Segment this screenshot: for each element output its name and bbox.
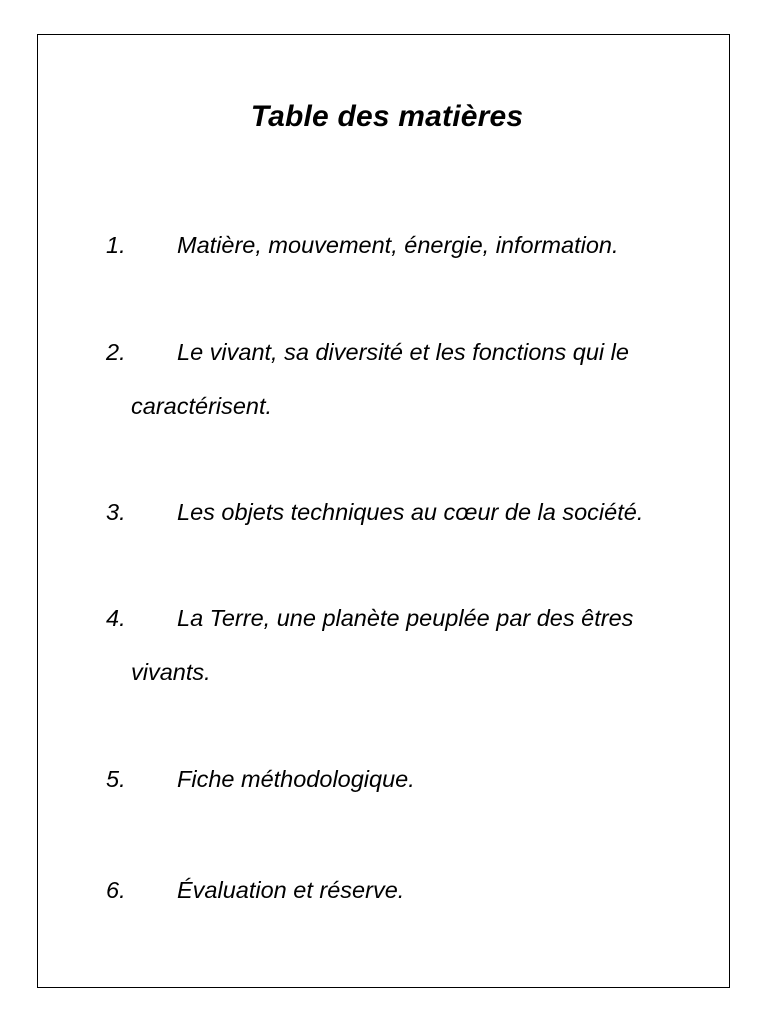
toc-item-number: 6. (106, 877, 126, 903)
toc-item-continuation: vivants. (131, 659, 211, 685)
toc-item-number: 2. (106, 339, 126, 365)
toc-item-5 (106, 752, 726, 806)
toc-item-text: La Terre, une planète peuplée par des êtres (177, 605, 634, 631)
toc-item-text: Évaluation et réserve. (177, 877, 405, 903)
toc-item-number: 1. (106, 232, 126, 258)
toc-item-number: 3. (106, 499, 126, 525)
toc-item-continuation: caractérisent. (131, 393, 273, 419)
toc-item-number: 4. (106, 605, 126, 631)
toc-item-6 (106, 863, 726, 917)
toc-item-3 (106, 485, 726, 539)
page-title: Table des matières (250, 100, 524, 133)
toc-item-number: 5. (106, 766, 126, 792)
toc-item-1 (106, 218, 726, 272)
toc-item-text: Les objets techniques au cœur de la société. (177, 499, 644, 525)
toc-item-text: Le vivant, sa diversité et les fonctions qui le (177, 339, 629, 365)
toc-item-4 (106, 591, 726, 699)
toc-item-text: Fiche méthodologique. (177, 766, 415, 792)
toc-item-2 (106, 325, 726, 433)
toc-item-text: Matière, mouvement, énergie, information. (177, 232, 619, 258)
